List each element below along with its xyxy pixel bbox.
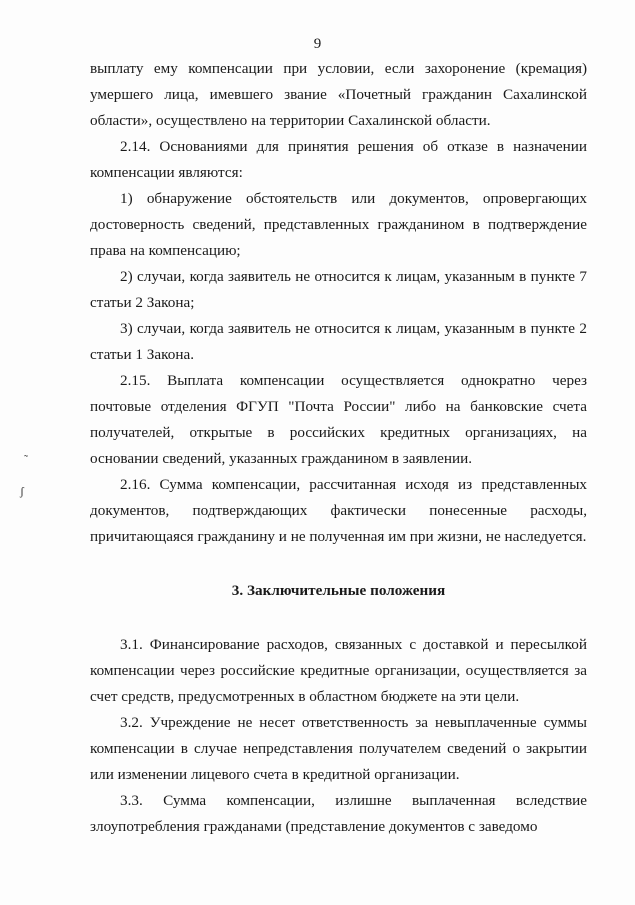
margin-mark: ˜ (24, 452, 28, 466)
paragraph: 2.14. Основаниями для принятия решения об отказе в назначении компенсации являются: (90, 138, 587, 181)
paragraph: выплату ему компенсации при условии, если захоронение (кремация) умершего лица, имевшего звание «Почетный гражданин Сахалинской области», осуществлено на территории Сахалинской области. (90, 60, 587, 129)
paragraph: 1) обнаружение обстоятельств или документов, опровергающих достоверность сведений, представленных гражданином в подтверждение права на компенсацию; (90, 190, 587, 259)
paragraph: 3.3. Сумма компенсации, излишне выплаченная вследствие злоупотребления гражданами (представление документов с заведомо (90, 792, 587, 835)
paragraph: 3) случаи, когда заявитель не относится к лицам, указанным в пункте 2 статьи 1 Закона. (90, 320, 587, 363)
margin-mark: ʃ (20, 484, 24, 498)
paragraph: 3.2. Учреждение не несет ответственность за невыплаченные суммы компенсации в случае непредставления получателем сведений о закрытии или изменении лицевого счета в кредитной организации. (90, 714, 587, 783)
paragraph: 3.1. Финансирование расходов, связанных с доставкой и пересылкой компенсации через российские кредитные организации, осуществляется за счет средств, предусмотренных в областном бюджете на эти цели. (90, 636, 587, 705)
paragraph: 2.15. Выплата компенсации осуществляется однократно через почтовые отделения ФГУП "Почта России" либо на банковские счета получателей, открытые в российских кредитных организациях, на основании сведений, указанных гражданином в заявлении. (90, 372, 587, 467)
paragraph: 2.16. Сумма компенсации, рассчитанная исходя из представленных документов, подтверждающих фактически понесенные расходы, причитающаяся гражданину и не полученная им при жизни, не наследуется. (90, 476, 587, 545)
document-body (90, 56, 587, 840)
paragraph: 2) случаи, когда заявитель не относится к лицам, указанным в пункте 7 статьи 2 Закона; (90, 268, 587, 311)
section-heading: 3. Заключительные положения (231, 582, 446, 599)
page-number: 9 (313, 36, 322, 52)
